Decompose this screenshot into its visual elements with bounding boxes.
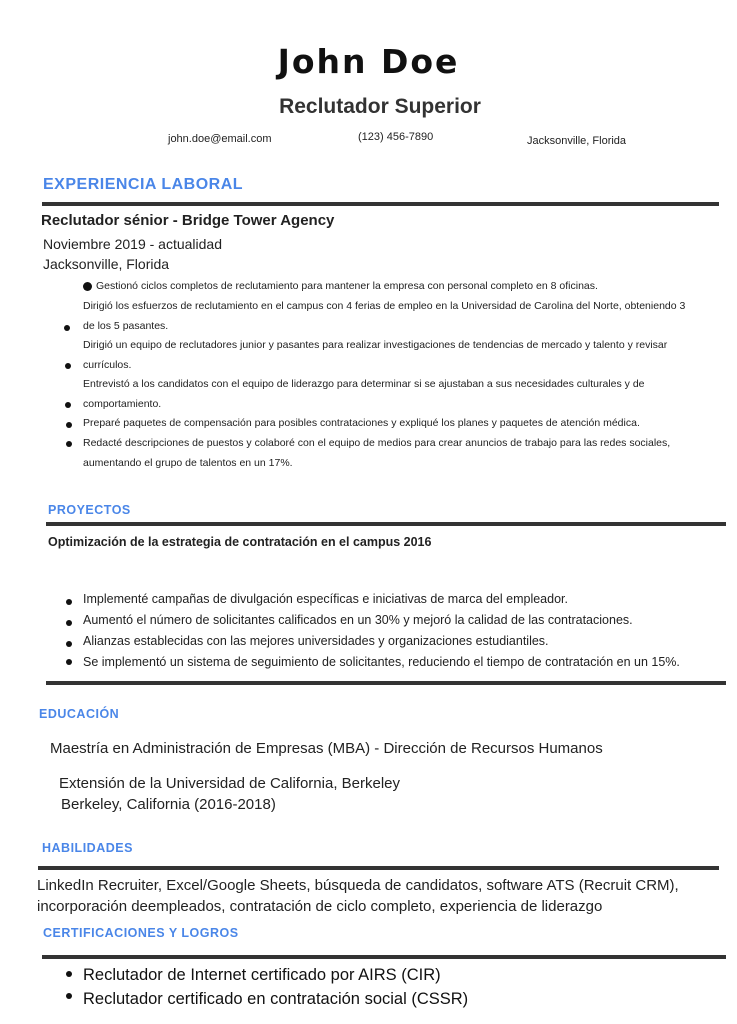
project-bullet: Se implementó un sistema de seguimiento de solicitantes, reduciendo el tiempo de contratación en un 15%. [83, 655, 680, 669]
project-title: Optimización de la estrategia de contratación en el campus 2016 [48, 535, 432, 549]
education-school: Extensión de la Universidad de California, Berkeley [59, 775, 401, 792]
experience-divider [42, 202, 719, 206]
project-bullet: Aumentó el número de solicitantes calificados en un 30% y mejoró la calidad de las contrataciones. [83, 613, 633, 627]
experience-line: Dirigió los esfuerzos de reclutamiento en el campus con 4 ferias de empleo en la Universidad de Carolina del Norte, obteniendo 3 [83, 300, 686, 312]
job-dates: Noviembre 2019 - actualidad [43, 236, 222, 252]
experience-line: Preparé paquetes de compensación para posibles contrataciones y expliqué los planes y paquetes de atención médica. [83, 417, 640, 429]
experience-line: aumentando el grupo de talentos en un 17%. [83, 457, 293, 469]
experience-line: currículos. [83, 359, 132, 371]
bullet-dot [66, 659, 72, 665]
certifications-section-title: CERTIFICACIONES Y LOGROS [43, 926, 239, 940]
experience-line: Redacté descripciones de puestos y colaboré con el equipo de medios para crear anuncios de trabajo para las redes sociales, [83, 437, 671, 449]
skills-divider [38, 866, 719, 870]
projects-bottom-divider [46, 681, 726, 685]
certifications-divider [42, 955, 726, 959]
contact-email: john.doe@email.com [168, 133, 272, 145]
job-title: Reclutador sénior - Bridge Tower Agency [41, 212, 335, 229]
bullet-dot [66, 599, 72, 605]
contact-phone: (123) 456-7890 [358, 131, 434, 143]
experience-line: Entrevistó a los candidatos con el equipo de liderazgo para determinar si se ajustaban a sus necesidades culturales y de [83, 378, 645, 390]
project-bullet: Implementé campañas de divulgación específicas e iniciativas de marca del empleador. [83, 592, 568, 606]
skills-line-1: LinkedIn Recruiter, Excel/Google Sheets, búsqueda de candidatos, software ATS (Recruit CRM), [37, 877, 679, 894]
bullet-dot [83, 282, 92, 291]
bullet-dot [66, 641, 72, 647]
bullet-dot [66, 422, 72, 428]
experience-section-title: EXPERIENCIA LABORAL [43, 176, 244, 193]
bullet-dot [64, 325, 70, 331]
bullet-dot [66, 971, 72, 977]
bullet-dot [66, 620, 72, 626]
bullet-dot [66, 993, 72, 999]
skills-line-2: incorporación deempleados, contratación de ciclo completo, experiencia de liderazgo [37, 898, 603, 915]
bullet-dot [66, 441, 72, 447]
certification-item: Reclutador certificado en contratación social (CSSR) [83, 990, 469, 1008]
experience-line: Gestionó ciclos completos de reclutamiento para mantener la empresa con personal completo en 8 oficinas. [96, 280, 598, 292]
candidate-name: John Doe [277, 42, 460, 81]
job-location: Jacksonville, Florida [43, 256, 170, 272]
bullet-dot [65, 363, 71, 369]
experience-line: de los 5 pasantes. [83, 320, 169, 332]
contact-location: Jacksonville, Florida [527, 135, 627, 147]
projects-section-title: PROYECTOS [48, 503, 131, 517]
education-degree: Maestría en Administración de Empresas (MBA) - Dirección de Recursos Humanos [50, 740, 603, 757]
education-place-dates: Berkeley, California (2016-2018) [61, 796, 276, 813]
projects-divider [46, 522, 726, 526]
experience-line: Dirigió un equipo de reclutadores junior y pasantes para realizar investigaciones de tendencias de mercado y talento y revisar [83, 339, 668, 351]
candidate-role: Reclutador Superior [279, 95, 481, 118]
certification-item: Reclutador de Internet certificado por AIRS (CIR) [83, 966, 441, 984]
bullet-dot [65, 402, 71, 408]
skills-section-title: HABILIDADES [42, 841, 133, 855]
project-bullet: Alianzas establecidas con las mejores universidades y organizaciones estudiantiles. [83, 634, 549, 648]
education-section-title: EDUCACIÓN [39, 707, 120, 721]
experience-line: comportamiento. [83, 398, 162, 410]
